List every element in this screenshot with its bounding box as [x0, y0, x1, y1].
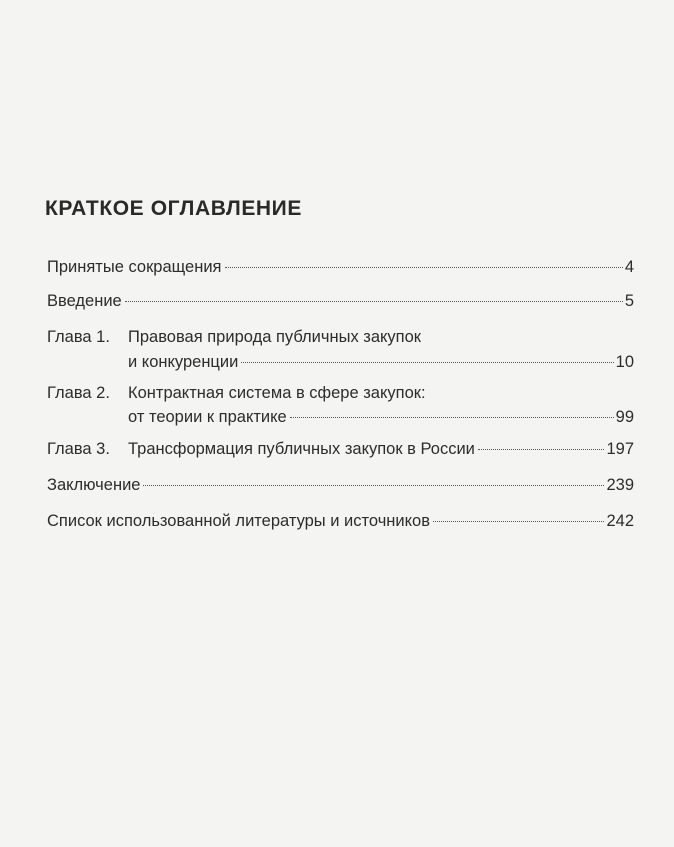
toc-entry-label: Заключение: [47, 476, 141, 494]
chapter-title-last-line: [128, 405, 634, 429]
chapter-title-line-1: Правовая природа публичных закупок: [128, 328, 422, 346]
toc-entry-label: Список использованной литературы и источников: [47, 512, 430, 530]
toc-entry-page: 239: [606, 476, 634, 494]
chapter-title-line-2: от теории к практике: [128, 408, 287, 426]
toc-entry-page: 197: [606, 440, 634, 458]
chapter-number: Глава 3.: [47, 440, 110, 458]
dot-leader: [241, 362, 613, 363]
dot-leader: [478, 449, 605, 450]
chapter-number: Глава 2.: [47, 384, 110, 402]
toc-entry-abbreviations[interactable]: [47, 255, 634, 279]
dot-leader: [143, 485, 604, 486]
toc-entry-page: 242: [606, 512, 634, 530]
dot-leader: [125, 301, 623, 302]
toc-entry-page: 5: [624, 292, 634, 310]
chapter-title-line-1: Контрактная система в сфере закупок:: [128, 384, 426, 402]
chapter-title-last-line: [128, 437, 634, 461]
chapter-number: Глава 1.: [47, 328, 110, 346]
chapter-title-last-line: [128, 350, 634, 374]
toc-entry-page: 10: [615, 353, 634, 371]
toc-entry-page: 4: [624, 258, 634, 276]
toc-entry-bibliography[interactable]: [47, 509, 634, 533]
toc-entry-conclusion[interactable]: [47, 473, 634, 497]
toc-heading: КРАТКОЕ ОГЛАВЛЕНИЕ: [45, 197, 302, 220]
dot-leader: [225, 267, 623, 268]
dot-leader: [433, 521, 604, 522]
toc-entry-label: Введение: [47, 292, 122, 310]
toc-entry-introduction[interactable]: [47, 289, 634, 313]
dot-leader: [290, 417, 614, 418]
toc-entry-page: 99: [615, 408, 634, 426]
chapter-title-line-2: и конкуренции: [128, 353, 239, 371]
chapter-title-line-1: Трансформация публичных закупок в России: [128, 440, 475, 458]
toc-entry-label: Принятые сокращения: [47, 258, 222, 276]
